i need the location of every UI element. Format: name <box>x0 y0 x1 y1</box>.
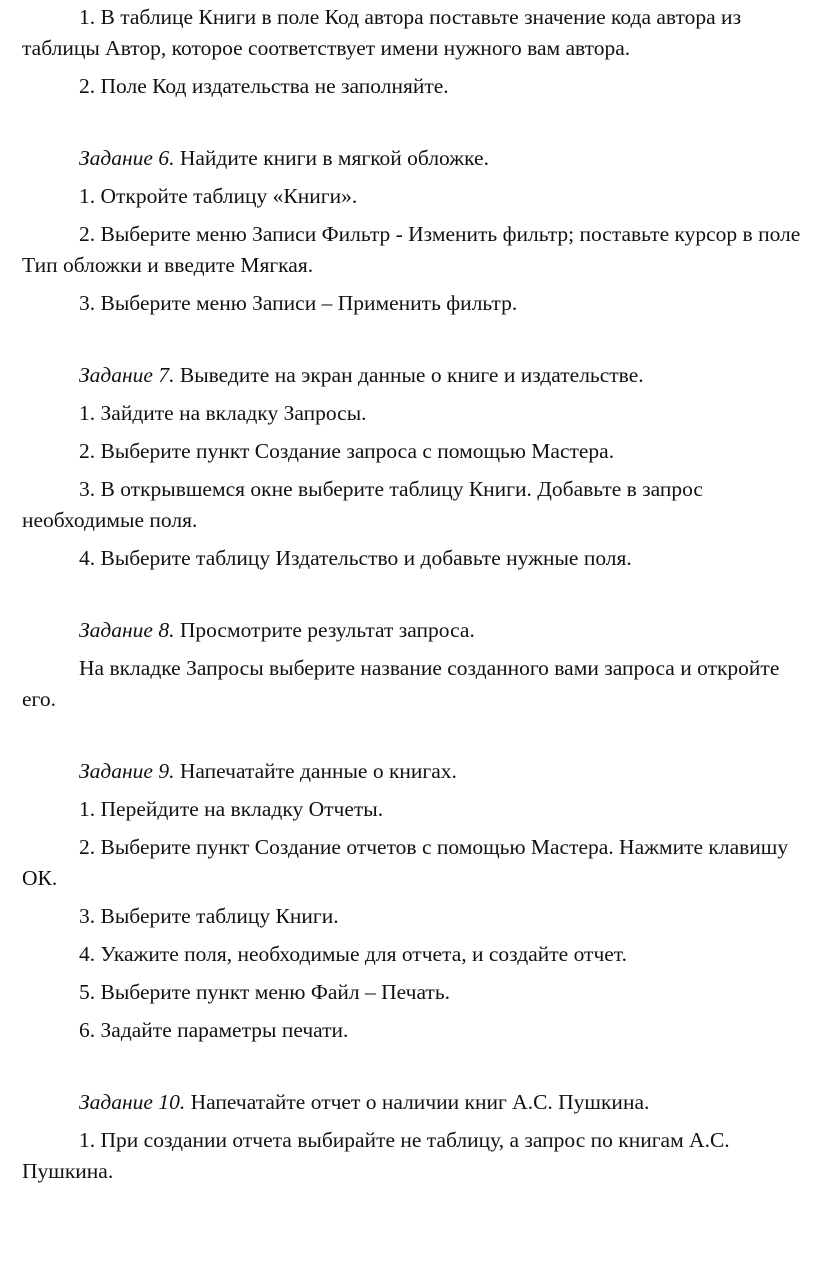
paragraph: На вкладке Запросы выберите название созданного вами запроса и откройте его. <box>22 656 780 711</box>
paragraph: 3. В открывшемся окне выберите таблицу Книги. Добавьте в запрос необходимые поля. <box>22 477 703 532</box>
paragraph: 1. Зайдите на вкладку Запросы. <box>79 401 367 425</box>
paragraph: 3. Выберите меню Записи – Применить фильтр. <box>79 291 518 315</box>
paragraph: 1. Перейдите на вкладку Отчеты. <box>79 797 384 821</box>
paragraph: 4. Укажите поля, необходимые для отчета, и создайте отчет. <box>79 942 627 966</box>
paragraph: 1. В таблице Книги в поле Код автора поставьте значение кода автора из таблицы Автор, которое соответствует имени нужного вам автора. <box>22 5 742 60</box>
task-heading <box>22 756 810 787</box>
paragraph: 2. Выберите пункт Создание отчетов с помощью Мастера. Нажмите клавишу ОК. <box>22 835 789 890</box>
task-title: Просмотрите результат запроса. <box>174 618 475 642</box>
task-title: Выведите на экран данные о книге и издательстве. <box>174 363 644 387</box>
task-label: Задание 7. <box>79 363 175 387</box>
task-heading <box>22 615 810 646</box>
paragraph: 3. Выберите таблицу Книги. <box>79 904 339 928</box>
task-heading <box>22 1087 810 1118</box>
task-heading <box>22 143 810 174</box>
paragraph: 1. При создании отчета выбирайте не таблицу, а запрос по книгам А.С. Пушкина. <box>22 1128 730 1183</box>
task-label: Задание 10. <box>79 1090 186 1114</box>
task-title: Напечатайте данные о книгах. <box>174 759 457 783</box>
paragraph: 6. Задайте параметры печати. <box>79 1018 349 1042</box>
paragraph: 2. Поле Код издательства не заполняйте. <box>79 74 449 98</box>
task-label: Задание 9. <box>79 759 175 783</box>
task-title: Найдите книги в мягкой обложке. <box>174 146 489 170</box>
paragraph: 5. Выберите пункт меню Файл – Печать. <box>79 980 451 1004</box>
paragraph: 2. Выберите пункт Создание запроса с помощью Мастера. <box>79 439 615 463</box>
paragraph: 1. Откройте таблицу «Книги». <box>79 184 358 208</box>
task-label: Задание 8. <box>79 618 175 642</box>
paragraph: 2. Выберите меню Записи Фильтр - Изменить фильтр; поставьте курсор в поле Тип обложки и введите Мягкая. <box>22 222 801 277</box>
task-title: Напечатайте отчет о наличии книг А.С. Пушкина. <box>185 1090 650 1114</box>
task-label: Задание 6. <box>79 146 175 170</box>
task-heading <box>22 360 810 391</box>
paragraph: 4. Выберите таблицу Издательство и добавьте нужные поля. <box>79 546 632 570</box>
